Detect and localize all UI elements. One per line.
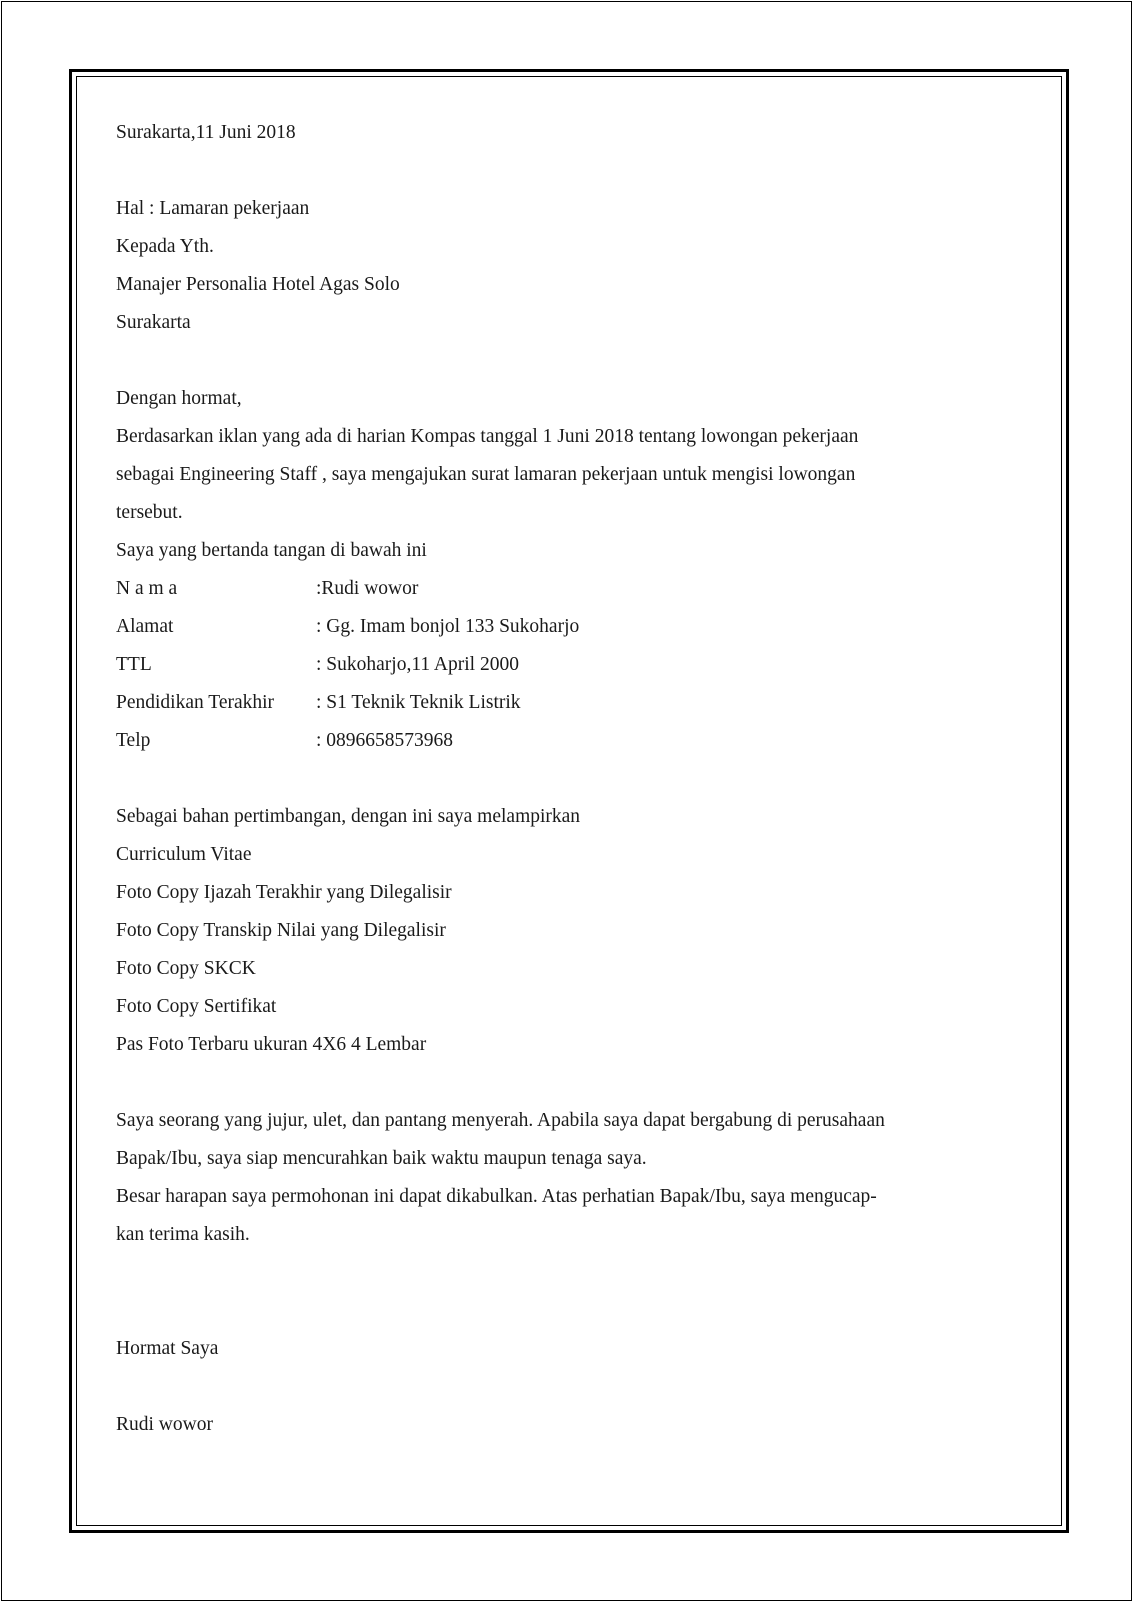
field-row-name <box>116 570 1016 608</box>
intro-line: sebagai Engineering Staff , saya mengajukan surat lamaran pekerjaan untuk mengisi lowongan <box>116 464 856 485</box>
identity-intro: Saya yang bertanda tangan di bawah ini <box>116 540 427 561</box>
signature-name: Rudi wowor <box>116 1414 213 1435</box>
field-label: Pendidikan Terakhir <box>116 692 275 713</box>
attachment-item: Foto Copy SKCK <box>116 958 256 979</box>
greeting: Dengan hormat, <box>116 388 242 409</box>
attachment-item: Foto Copy Transkip Nilai yang Dilegalisir <box>116 920 446 941</box>
field-row-education <box>116 684 1016 722</box>
closing-line: Bapak/Ibu, saya siap mencurahkan baik waktu maupun tenaga saya. <box>116 1148 647 1169</box>
spacer <box>116 152 1016 190</box>
field-label: Telp <box>116 730 151 751</box>
field-label: Alamat <box>116 616 174 637</box>
spacer <box>116 760 1016 798</box>
spacer <box>116 1064 1016 1102</box>
attachments-intro: Sebagai bahan pertimbangan, dengan ini saya melampirkan <box>116 806 581 827</box>
spacer <box>116 342 1016 380</box>
field-value: : S1 Teknik Teknik Listrik <box>316 692 521 713</box>
attachment-item: Pas Foto Terbaru ukuran 4X6 4 Lembar <box>116 1034 427 1055</box>
intro-line: Berdasarkan iklan yang ada di harian Kompas tanggal 1 Juni 2018 tentang lowongan pekerjaan <box>116 426 859 447</box>
recipient-line: Surakarta <box>116 312 191 333</box>
field-label: N a m a <box>116 578 178 599</box>
spacer <box>116 1254 1016 1330</box>
closing-line: kan terima kasih. <box>116 1224 250 1245</box>
recipient-line: Manajer Personalia Hotel Agas Solo <box>116 274 400 295</box>
attachment-item: Foto Copy Ijazah Terakhir yang Dilegalisir <box>116 882 452 903</box>
attachment-item: Foto Copy Sertifikat <box>116 996 277 1017</box>
field-row-birth <box>116 646 1016 684</box>
field-row-phone <box>116 722 1016 760</box>
sign-off: Hormat Saya <box>116 1338 219 1359</box>
closing-line: Besar harapan saya permohonan ini dapat dikabulkan. Atas perhatian Bapak/Ibu, saya mengucap- <box>116 1186 877 1207</box>
letter-body <box>116 114 1016 1444</box>
subject-line: Hal : Lamaran pekerjaan <box>116 198 310 219</box>
field-value: :Rudi wowor <box>316 578 419 599</box>
field-row-address <box>116 608 1016 646</box>
field-value: : Gg. Imam bonjol 133 Sukoharjo <box>316 616 580 637</box>
field-label: TTL <box>116 654 152 675</box>
date-line: Surakarta,11 Juni 2018 <box>116 122 296 143</box>
field-value: : Sukoharjo,11 April 2000 <box>316 654 519 675</box>
spacer <box>116 1368 1016 1406</box>
recipient-line: Kepada Yth. <box>116 236 214 257</box>
field-value: : 0896658573968 <box>316 730 454 751</box>
attachment-item: Curriculum Vitae <box>116 844 252 865</box>
intro-line: tersebut. <box>116 502 183 523</box>
closing-line: Saya seorang yang jujur, ulet, dan pantang menyerah. Apabila saya dapat bergabung di perusahaan <box>116 1110 885 1131</box>
